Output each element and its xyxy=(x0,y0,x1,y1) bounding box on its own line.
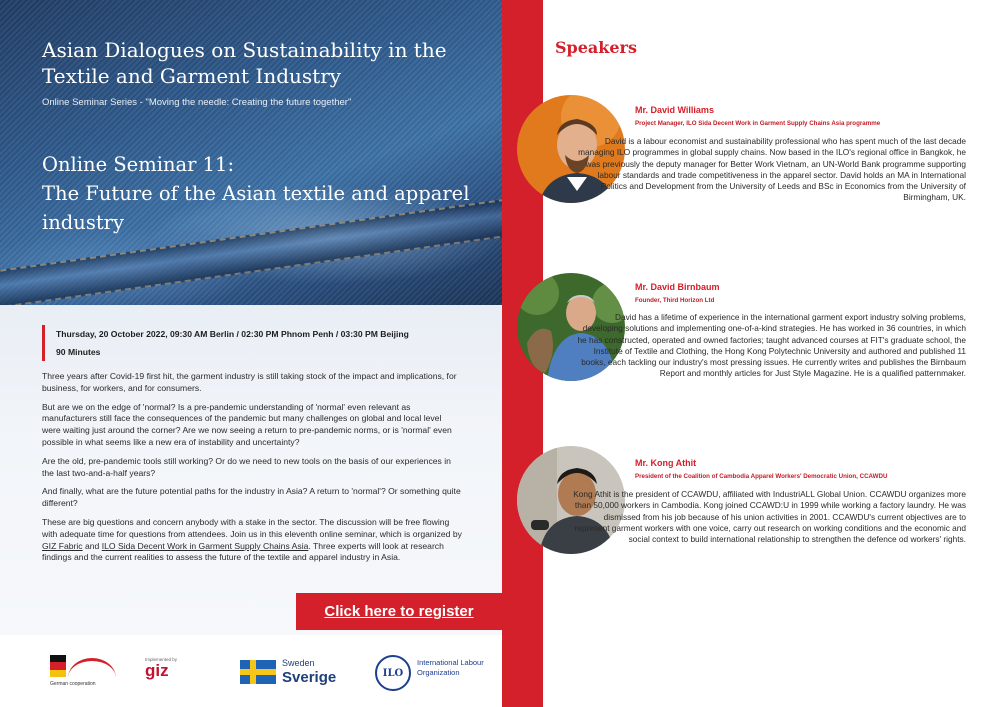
description-section xyxy=(0,305,502,635)
paragraph-5-end: . Three experts will look at research findings and the current realities to assess the future of the textile and apparel industry in Asia. xyxy=(42,540,444,563)
speaker-role: Project Manager, ILO Sida Decent Work in Garment Supply Chains Asia programme xyxy=(635,120,881,127)
giz-mark: giz xyxy=(145,661,169,680)
speaker-name: Mr. David Birnbaum xyxy=(635,282,720,292)
sweden-logo xyxy=(240,658,340,688)
sweden-text: Sweden xyxy=(282,658,315,668)
ilo-sida-link[interactable]: ILO Sida Decent Work in Garment Supply Chains Asia xyxy=(101,540,309,551)
speaker-name: Mr. Kong Athit xyxy=(635,458,697,468)
seminar-topic: The Future of the Asian textile and apparel industry xyxy=(42,182,470,234)
register-button[interactable]: Click here to register xyxy=(296,593,502,630)
speaker-role: Founder, Third Horizon Ltd xyxy=(635,297,715,304)
speaker-bio: David is a labour economist and sustainability professional who has spent much of the last decade managing ILO programmes in global supply chains. Now based in the ILO's regional office in Bangkok, he was previously the deputy manager for Better Work Vietnam, an UN-World Bank programme supporting labour standards and trade competitiveness in the apparel sector. David holds an MA in International Politics and Development from the University of Leeds and BSc in Economics from the University of Birmingham, UK. xyxy=(578,136,966,203)
paragraph-5 xyxy=(42,517,462,564)
event-datetime: Thursday, 20 October 2022, 09:30 AM Berlin / 02:30 PM Phnom Penh / 03:30 PM Beijing xyxy=(56,329,409,339)
event-description xyxy=(42,371,462,571)
page-title: Asian Dialogues on Sustainability in the Textile and Garment Industry xyxy=(42,38,447,88)
seminar-number: Online Seminar 11: xyxy=(42,153,235,176)
german-cooperation-logo xyxy=(50,655,120,695)
speaker-role: President of the Coalition of Cambodia Apparel Workers' Democratic Union, CCAWDU xyxy=(635,473,888,480)
speaker-name: Mr. David Williams xyxy=(635,105,714,115)
paragraph-5-and: and xyxy=(82,540,102,551)
partner-logos xyxy=(0,635,502,707)
paragraph-2: But are we on the edge of 'normal? Is a pre-pandemic understanding of 'normal' even relevant as manufacturers still face the consequences of the pandemic but many challenges on global and local level were waiting just around the corner? Are we now seeing a return to pre-pandemic norms, or is 'normal' even possible in what seems like a new era of instability and uncertainty? xyxy=(42,401,452,447)
swedish-flag-icon xyxy=(240,660,276,684)
sverige-text: Sverige xyxy=(282,669,337,686)
paragraph-1: Three years after Covid-19 first hit, the garment industry is still taking stock of the impact and implications, for business, for workers, and for consumers. xyxy=(42,371,457,393)
speaker-bio: Kong Athit is the president of CCAWDU, affiliated with IndustriALL Global Union. CCAWDU organizes more than 50,000 workers in Cambodia. Kong joined CCAWD:U in 1999 while working a factory laundry. He was dismissed from his job because of his union activities in 2001. CCAWDU's current objectives are to represent garment workers with one voice, carry out research on working conditions and the economic and social context to build international relationship to strengthen the defence od workers' rights. xyxy=(573,489,966,545)
seminar-title xyxy=(42,150,482,237)
ilo-name-text: International Labour Organization xyxy=(417,658,484,677)
speakers-heading: Speakers xyxy=(555,38,637,57)
giz-logo xyxy=(145,657,215,693)
paragraph-3: Are the old, pre-pandemic tools still working? Or do we need to new tools on the basis of our experiences in the last two-and-a-half years? xyxy=(42,455,451,478)
ilo-logo xyxy=(375,655,485,691)
event-duration: 90 Minutes xyxy=(56,347,101,357)
german-flag-icon xyxy=(50,655,66,677)
event-info xyxy=(42,325,409,361)
series-subtitle: Online Seminar Series - "Moving the needle: Creating the future together" xyxy=(42,97,352,108)
giz-implemented-text: Implemented by xyxy=(145,657,178,662)
speaker-bio: David has a lifetime of experience in the international garment export industry solving problems, developing solutions and implementing one-of-a-kind strategies. He has worked in 36 countries, in which he has constructed, operated and owned factories; taught advanced courses at FIT's graduate school, the Institute of Textile and Clothing, the Hong Kong Polytechnic University and authored and published 11 books, each tackling our industry's most pressing issues. He currently writes and publishes the Birnbaum Report and monthly articles for Just Style Magazine. He is a qualified patternmaker. xyxy=(577,312,966,379)
giz-fabric-link[interactable]: GIZ Fabric xyxy=(42,540,83,551)
speakers-panel xyxy=(543,0,1000,707)
paragraph-4: And finally, what are the future potential paths for the industry in Asia? A return to 'normal'? Or something quite different? xyxy=(42,486,461,509)
ilo-globe-icon: ILO xyxy=(375,655,411,691)
hero-banner xyxy=(0,0,502,305)
paragraph-5-start: These are big questions and concern anybody with a stake in the sector. The discussion will be free flowing with adequate time for questions from attendees. Join us in this eleventh online seminar, which is organized by xyxy=(42,516,462,539)
german-cooperation-text: German cooperation xyxy=(50,681,96,687)
